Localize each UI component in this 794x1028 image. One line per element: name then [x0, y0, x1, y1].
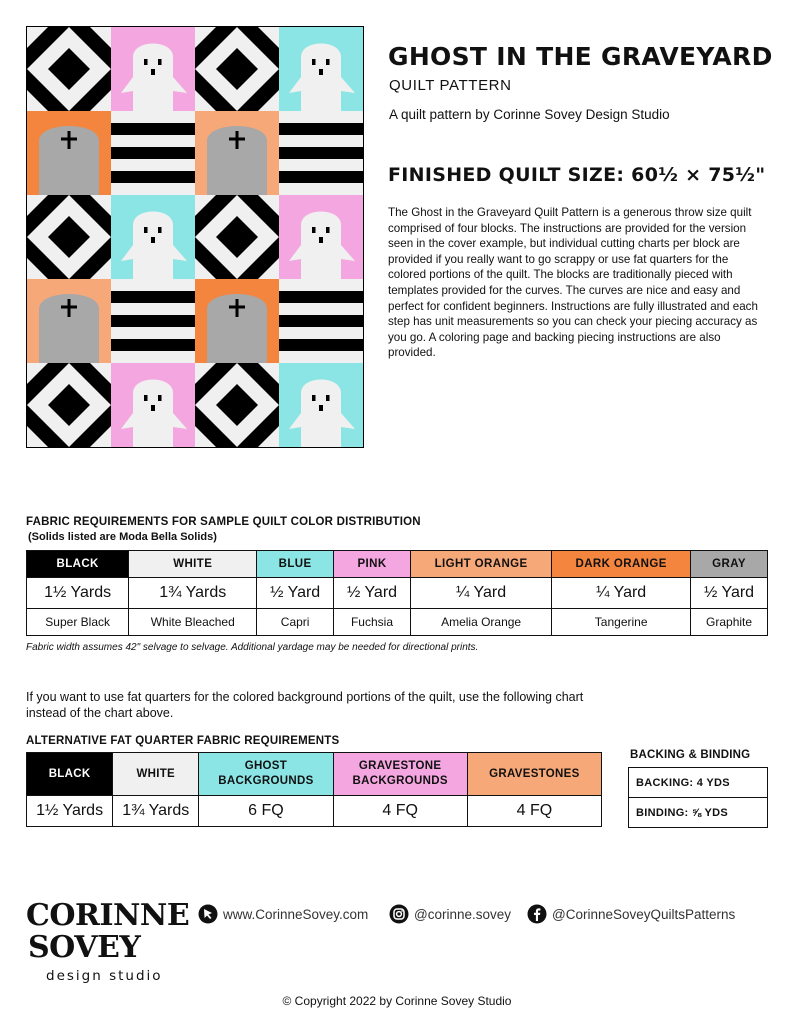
ghost-block [111, 363, 195, 447]
yardage-cell: ½ Yard [691, 578, 768, 609]
yardage-cell: ¼ Yard [410, 578, 551, 609]
amount-cell: 1¾ Yards [113, 796, 199, 827]
table-row-amounts [27, 796, 602, 827]
instagram-icon [389, 904, 409, 924]
amount-cell: 4 FQ [333, 796, 467, 827]
ghost-block [111, 195, 195, 279]
brand-logo [26, 900, 189, 986]
col-header-pink: PINK [334, 551, 411, 578]
stripes-block [279, 111, 363, 195]
facebook-icon [527, 904, 547, 924]
col-header-gravestone-backgrounds: GRAVESTONE BACKGROUNDS [333, 753, 467, 796]
ghost-block [279, 27, 363, 111]
website-text: www.CorinneSovey.com [223, 906, 369, 922]
alt-requirements-title: ALTERNATIVE FAT QUARTER FABRIC REQUIREMENTS [26, 735, 340, 747]
col-header-light-orange: LIGHT ORANGE [410, 551, 551, 578]
amount-cell: 1½ Yards [27, 796, 113, 827]
fabric-width-note: Fabric width assumes 42" selvage to selvage. Additional yardage may be needed for directional prints. [26, 642, 479, 653]
ghost-block [279, 195, 363, 279]
table-header-row [27, 551, 768, 578]
fabric-requirements-subtitle: (Solids listed are Moda Bella Solids) [28, 531, 217, 543]
fat-quarter-intro: If you want to use fat quarters for the colored background portions of the quilt, use the following chart instead of the chart above. [26, 690, 584, 720]
cursor-icon [198, 904, 218, 924]
page-subtitle: QUILT PATTERN [389, 77, 512, 94]
facebook-text: @CorinneSoveyQuiltsPatterns [552, 906, 736, 922]
gravestone-block [27, 111, 111, 195]
gravestone-block [27, 279, 111, 363]
logo-line-1: CORINNE [26, 898, 190, 933]
col-header-black: BLACK [27, 753, 113, 796]
col-header-white: WHITE [129, 551, 257, 578]
binding-cell: BINDING: ⅝ YDS [629, 798, 768, 828]
ghost-block [279, 363, 363, 447]
star-block [27, 363, 111, 447]
website-link[interactable] [198, 904, 368, 924]
star-block [195, 363, 279, 447]
yardage-cell: ½ Yard [257, 578, 334, 609]
instagram-text: @corinne.sovey [414, 906, 511, 922]
star-block [27, 27, 111, 111]
pattern-description: The Ghost in the Graveyard Quilt Pattern is a generous throw size quilt comprised of four blocks. The instructions are provided for the version seen in the cover example, but individual cutting charts per block are provided if you really want to go scrappy or use fat quarters for the colored portions of the quilt. The blocks are traditionally pieced with templates provided for the curves. The curves are nice and easy and perfect for confident beginners. Instructions are fully illustrated and each step has unit measurements so you can check your piecing accuracy as you go. A coloring page and backing piecing instructions are also provided. [388, 206, 758, 360]
col-header-white: WHITE [113, 753, 199, 796]
yardage-cell: ½ Yard [334, 578, 411, 609]
quilt-illustration [27, 27, 363, 447]
quilt-cover-image [26, 26, 364, 448]
facebook-link[interactable] [527, 904, 735, 924]
amount-cell: 6 FQ [199, 796, 333, 827]
solid-name-cell: Fuchsia [334, 609, 411, 636]
gravestone-block [195, 111, 279, 195]
logo-line-3: design studio [46, 968, 163, 984]
copyright: © Copyright 2022 by Corinne Sovey Studio [282, 994, 512, 1008]
solid-name-cell: Graphite [691, 609, 768, 636]
instagram-link[interactable] [389, 904, 511, 924]
solid-name-cell: Super Black [27, 609, 129, 636]
logo-line-2: SOVEY [28, 930, 141, 965]
yardage-cell: 1¾ Yards [129, 578, 257, 609]
table-row-solids [27, 609, 768, 636]
backing-cell: BACKING: 4 YDS [629, 768, 768, 798]
solid-name-cell: Tangerine [552, 609, 691, 636]
stripes-block [279, 279, 363, 363]
byline: A quilt pattern by Corinne Sovey Design Studio [389, 107, 670, 122]
col-header-dark-orange: DARK ORANGE [552, 551, 691, 578]
col-header-gray: GRAY [691, 551, 768, 578]
star-block [195, 27, 279, 111]
table-row-yardage [27, 578, 768, 609]
table-header-row [27, 753, 602, 796]
amount-cell: 4 FQ [467, 796, 601, 827]
finished-size: FINISHED QUILT SIZE: 60½ × 75½" [388, 164, 766, 186]
alt-requirements-table [26, 752, 602, 827]
fabric-requirements-table [26, 550, 768, 636]
col-header-blue: BLUE [257, 551, 334, 578]
backing-binding-table [628, 767, 768, 828]
ghost-block [111, 27, 195, 111]
col-header-black: BLACK [27, 551, 129, 578]
solid-name-cell: Amelia Orange [410, 609, 551, 636]
stripes-block [111, 279, 195, 363]
page-title: GHOST IN THE GRAVEYARD [388, 42, 773, 71]
star-block [195, 195, 279, 279]
col-header-gravestones: GRAVESTONES [467, 753, 601, 796]
fabric-requirements-title: FABRIC REQUIREMENTS FOR SAMPLE QUILT COLOR DISTRIBUTION [26, 516, 421, 528]
star-block [27, 195, 111, 279]
backing-binding-title: BACKING & BINDING [630, 749, 751, 761]
gravestone-block [195, 279, 279, 363]
yardage-cell: ¼ Yard [552, 578, 691, 609]
solid-name-cell: Capri [257, 609, 334, 636]
col-header-ghost-backgrounds: GHOST BACKGROUNDS [199, 753, 333, 796]
solid-name-cell: White Bleached [129, 609, 257, 636]
yardage-cell: 1½ Yards [27, 578, 129, 609]
stripes-block [111, 111, 195, 195]
